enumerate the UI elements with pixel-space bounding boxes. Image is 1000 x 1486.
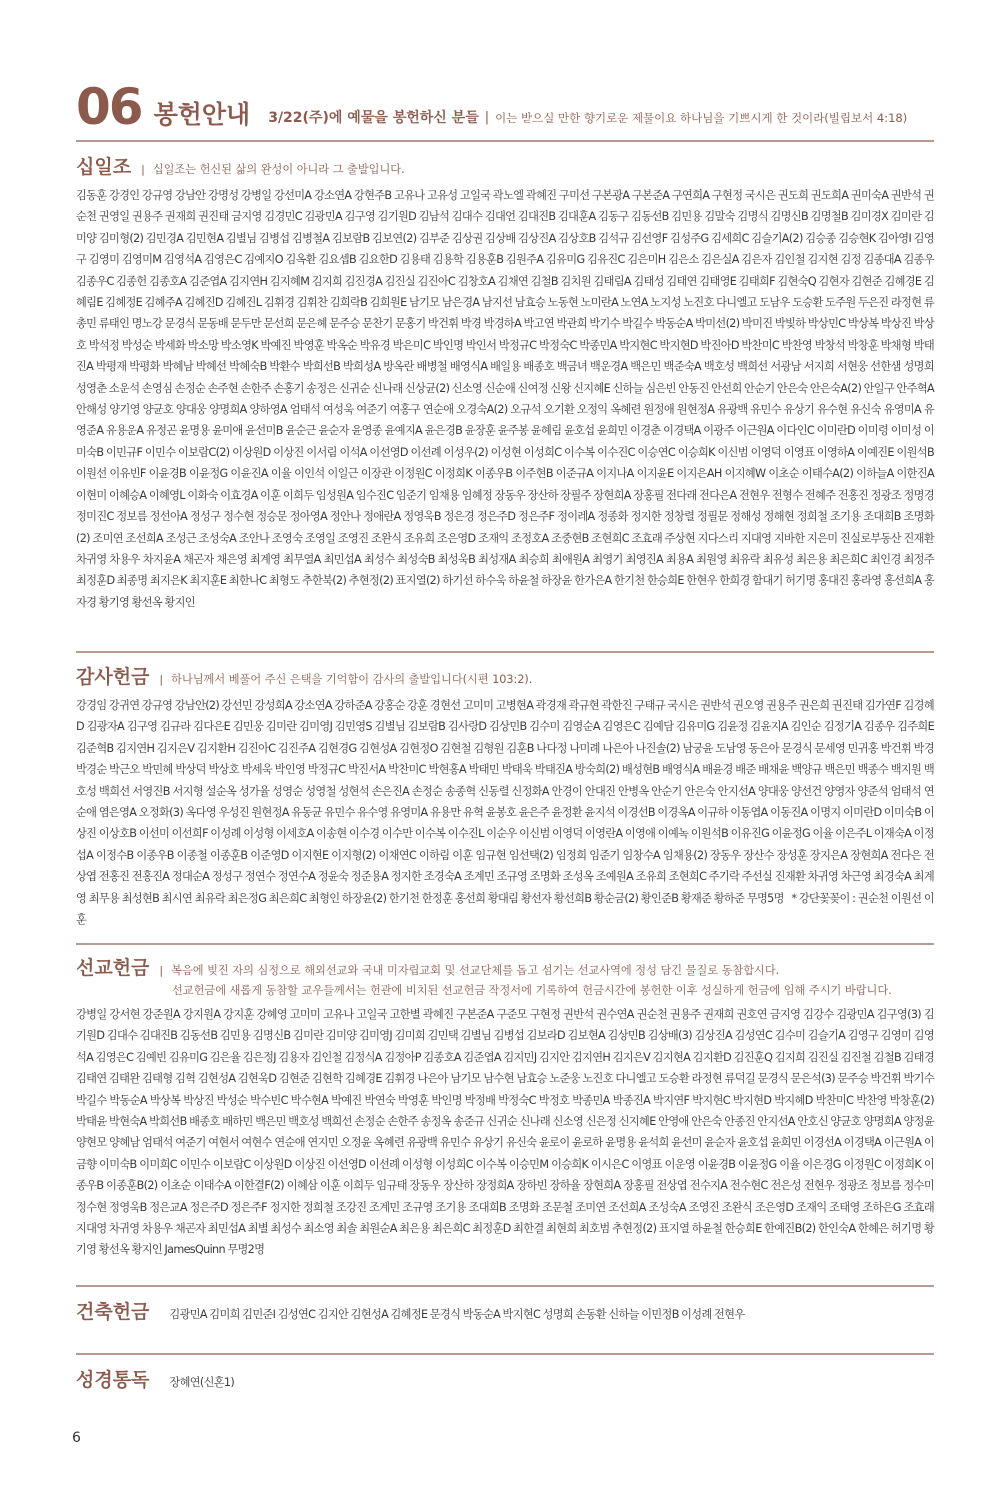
thanks-section [76,662,934,930]
page-title: 봉헌안내 [153,100,251,129]
bible-reading-names: 장혜연(신혼1) [169,1376,235,1389]
thanks-heading [76,662,934,689]
bible-reading-section [76,1365,934,1393]
bible-reading-title: 성경통독 [76,1369,150,1391]
tithe-names: 김동훈 강경인 강규영 강남안 강명성 강병일 강선미A 강소연A 강현주B 고유나 고유성 고일국 곽노엘 곽혜진 구미선 구본광A 구본준A 구연희A 구현정 국시은 권도희 권도희A 권미숙A 권반석 권순천 권영일 권용주 권재희 권진태 금지영 김경민C 김광민A 김구영 김기원D 김남석 김대수 김대언 김대진B 김대훈A 김동구 김동선B 김민용 김말숙 김명식 김명신B 김명철B 김미경X 김미란 김미양 김미형(2) 김민경A 김민현A 김별님 김병섭 김병철A 김보람B 김보연(2) 김부준 김상권 김상배 김상진A 김상호B 김석규 김선영F 김성주G 김세희C 김슬기A(2) 김승종 김승현K 김아영I 김영구 김영미 김영미M 김영석A 김영은C 김예지O 김옥환 김요셉B 김요한D 김용태 김용학 김용훈B 김원주A 김유미G 김유진C 김은미H 김은소 김은실A 김은자 김인철 김지현 김정 김종대A 김종우 김종우C 김종헌 김종호A 김준엽A 김지연H 김지혜M 김지희 김진경A 김진실 김진아C 김창호A 김채연 김철B 김치원 김태림A 김태성 김태연 김태영E 김태희F 김현숙Q 김현자 김현준 김혜경E 김혜림E 김혜정E 김혜주A 김혜진D 김혜진L 김휘경 김휘찬 김희락B 김희원E 남기모 남은경A 남지선 남효승 노동현 노미란A 노연A 노지성 노진호 다니엘고 도남우 도승환 도주원 두은진 라정현 류총민 류태인 명노강 문경식 문동배 문두만 문선희 문은혜 문주승 문찬기 문홍기 박건휘 박경 박경하A 박고연 박관희 박기수 박길수 박동순A 박미선(2) 박미진 박빛하 박상민C 박상복 박상진 박상호 박석정 박성순 박세화 박소망 박소영K 박예진 박영훈 박옥순 박유경 박은미C 박인명 박인서 박정규C 박정숙C 박종민A 박지현C 박지현D 박진아D 박찬미C 박찬영 박창석 박창훈 박채형 박태진A 박평재 박평화 박혜남 박혜선 박혜숙B 박환수 박희선B 박희성A 방옥란 배병철 배영식A 배일용 배종호 백금녀 백운경A 백은민 백준숙A 백호성 백희선 서광남 서지희 서현웅 선한샘 성명희 성영춘 소운석 손영심 손정순 손주현 손한주 손홍기 송정은 신귀순 신나래 신상균(2) 신소영 신순애 신여정 신왕 신지혜E 신하늘 심은빈 안동진 안선희 안순기 안은숙 안은숙A(2) 안일구 안주혁A 안해성 양기영 양균호 양대웅 양명희A 양하영A 엄태석 여성욱 여준기 여홍구 연순애 오경숙A(2) 오규석 오기환 오정익 옥혜련 원정애 원현정A 유광백 유민수 유상기 유수현 유신숙 유영미A 유영준A 유용운A 유정곤 윤명용 윤미애 윤선미B 윤순근 윤순자 윤영종 윤예지A 윤은경B 윤장훈 윤주봉 윤혜림 윤호섭 윤희민 이경춘 이경택A 이광주 이근원A 이다인C 이미란D 이미령 이미성 이미숙B 이민규F 이민수 이보람C(2) 이상원D 이상진 이서림 이석A 이선영D 이선례 이성우(2) 이성현 이성희C 이수복 이수진C 이승연C 이승희K 이신범 이영덕 이영표 이영하A 이예진E 이원석B 이원선 이유빈F 이윤경B 이윤정G 이윤진A 이율 이인석 이일근 이장관 이정원C 이정희K 이종우B 이주현B 이준규A 이지나A 이지윤E 이지은AH 이지혜W 이초순 이태수A(2) 이하늘A 이한진A 이현미 이혜승A 이혜영L 이화숙 이효경A 이훈 이희두 임성원A 임수진C 임준기 임채용 임혜정 장동우 장산하 장필주 장현희A 장홍필 전다래 전다은A 전현우 전형수 전혜주 전홍진 정광조 정명경 정미진C 정보름 정선아A 정성구 정수현 정승문 정아영A 정안나 정애란A 정영욱B 정은경 정은주D 정은주F 정이레A 정종화 정지한 정창렬 정필문 정해성 정해현 정희철 조기용 조대희B 조명화(2) 조미연 조선희A 조성근 조성숙A 조안나 조영숙 조영일 조영진 조완식 조유희 조은영D 조재익 조정호A 조중현B 조현희C 조효래 주상현 지다스리 지대영 지바한 지은미 진실로부동산 진재환 차귀영 차용우 차지윤A 채곤자 채은영 최계영 최무열A 최민섭A 최성수 최성숙B 최성욱B 최성재A 최승희 최애원A 최영기 최영진A 최용A 최원영 최유락 최유성 최은용 최은희C 최인경 최정주 최정훈D 최종명 최지은K 최지훈E 최한나C 최형도 추한북(2) 추현정(2) 표지열(2) 하기선 하수욱 하윤철 하장윤 한가은A 한기천 한승희E 한현우 한희경 함대기 허기명 홍대진 홍라영 홍선희A 홍자경 황기영 황선옥 황지인 [76,189,934,609]
header-verse: 이는 받으실 만한 향기로운 제물이요 하나님을 기쁘시게 한 것이라(빌립보서 4:18) [495,111,908,125]
altar-flowers-note: * 강단꽃꽂이 : 권순천 이원선 이훈 [76,891,935,927]
thanks-name-list: 강경임 강귀연 강규영 강남안(2) 강선민 강성희A 강소연A 강하준A 강홍순 강훈 경현선 고미미 고병현A 곽경재 곽규현 곽한진 구태규 국시은 권반석 권오영 권용주 권은희 권진태 김가연F 김경혜D 김광자A 김구영 김규라 김다은E 김민웅 김미란 김미영J 김민영S 김별님 김보람B 김사랑D 김상민B 김수미 김영순A 김영은C 김예담 김유미G 김윤정 김윤지A 김인순 김정기A 김종우 김주희E 김준혁B 김지연H 김지은V 김지환H 김진아C 김진주A 김현경G 김현성A 김현정O 김현철 김형원 김훈B 나다정 나미례 나은아 나진솔(2) 남궁윤 도남영 동은아 문경식 문세영 민귀홍 박건휘 박경 박경순 박근오 박민혜 박상덕 박상호 박세욱 박인영 박정규C 박진서A 박찬미C 박현홍A 박태민 박태욱 박태진A 방숙희(2) 배성현B 배영식A 배윤경 배준 배채윤 백양규 백은민 백종수 백지원 백호성 백희선 서영진B 서지형 설순옥 성가율 성영순 성영철 성현석 손은진A 손정순 송종혁 신동렬 신정화A 안경이 안대진 안병옥 안순기 안은숙 안지선A 양대웅 양선건 양영자 양준석 엄태석 연순애 염은영A 오정화(3) 옥다영 우성진 원현정A 유동균 유민수 유수영 유영미A 유용만 유혁 윤봉호 윤은주 윤정환 윤지석 이경선B 이경옥A 이규하 이동엽A 이동진A 이명지 이미란D 이미숙B 이상진 이상호B 이선미 이선희F 이성례 이성형 이세호A 이송현 이수경 이수만 이수복 이수진L 이순우 이신범 이영덕 이영란A 이영애 이예녹 이원석B 이유진G 이윤정G 이율 이은주L 이재숙A 이정섭A 이정수B 이종우B 이종철 이종훈B 이준영D 이지현E 이지형(2) 이채연C 이하림 이훈 임규현 임선택(2) 임정희 임준기 임창수A 임채용(2) 장동우 장산수 장성훈 장지은A 장현희A 전다은 전상엽 전홍진 전홍진A 정대순A 정성구 정연수 정연수A 정윤숙 정준용A 정지한 조경숙A 조계민 조규영 조명화 조성옥 조예원A 조유희 조현희C 주기락 주선실 진재환 차귀영 차근영 최경숙A 최계영 최무용 최성현B 최시연 최유락 최은정G 최은희C 최형인 하장윤(2) 한기천 한정훈 홍선희 황대림 황선자 황선희B 황순금(2) 황인준B 황재준 황하준 무명5명 [76,699,934,905]
section-divider [76,943,934,945]
building-names: 김광민A 김미희 김민준I 김성연C 김지안 김현성A 김혜정E 문경식 박동순A 박지현C 성명희 손동환 신하늘 이민정B 이성례 전현우 [169,1308,745,1321]
mission-section [76,953,934,1261]
mission-description: 복음에 빚진 자의 심정으로 해외선교와 국내 미자립교회 및 선교단체를 돕고 섬기는 선교사역에 정성 담긴 물질로 동참합시다. [171,964,780,977]
tithe-description: 십일조는 헌신된 삶의 완성이 아니라 그 출발입니다. [152,163,405,176]
tithe-section [76,152,934,613]
building-title: 건축헌금 [76,1301,150,1323]
section-divider [76,651,934,653]
section-divider [76,1353,934,1355]
mission-names: 강병일 강서현 강준원A 강지원A 강지훈 강혜영 고미미 고유나 고일국 고한별 곽혜진 구본준A 구준모 구현정 권반석 권수연A 권순천 권용주 권재희 권호연 금지영 김강수 김광민A 김구영(3) 김기원D 김대수 김대진B 김동선B 김민용 김명신B 김미란 김미양 김미영J 김미희 김민택 김별님 김병섭 김보라D 김보현A 김상민B 김상배(3) 김상진A 김성연C 김수미 김슬기A 김영구 김영미 김영석A 김영은C 김예빈 김유미G 김은율 김은정J 김용자 김인철 김정식A 김정아P 김종호A 김준엽A 김지민J 김지안 김지연H 김지은V 김지현A 김지환D 김진훈Q 김지희 김진실 김진철 김철B 김태경 김태연 김태완 김태형 김혁 김현성A 김현욱D 김현준 김현학 김혜경E 김휘경 나은아 남기모 남수현 남효승 노준웅 노진호 다니엘고 도승환 라정현 류덕길 문경식 문은석(3) 문주승 박건휘 박기수 박길수 박동순A 박상복 박상진 박성순 박수빈C 박수현A 박예진 박연숙 박영훈 박인명 박정배 박정숙C 박정호 박종민A 박종진A 박지연F 박지현C 박지현D 박지혜D 박찬미C 박찬영 박창훈(2) 박태윤 박현숙A 박희선B 배종호 배하민 백은민 백호성 백희선 손정순 손한주 송정옥 송준규 신귀순 신나래 신소영 신은정 신지혜E 안영애 안은숙 안종진 안지선A 안호신 양균호 양명희A 양정윤 양현모 양혜남 엄태석 여준기 여현서 여현수 연순애 연지민 오정윤 옥혜련 유광백 유민수 유상기 유신숙 윤로이 윤로하 윤명용 윤석희 윤선미 윤순자 윤호섭 윤희민 이경선A 이경택A 이근원A 이금향 이미숙B 이미희C 이민수 이보람C 이상원D 이상진 이선영D 이선례 이성형 이성희C 이수복 이승민M 이승희K 이시은C 이영표 이운영 이윤경B 이윤정G 이율 이은경G 이정원C 이정희K 이종우B 이종훈B(2) 이초순 이태수A 이한결F(2) 이혜삼 이훈 이희두 임규태 장동우 장산하 장정희A 장하빈 장하율 장현희A 장홍필 전상엽 전수지A 전수현C 전은성 전현우 정광조 정보름 정수미 정수현 정영욱B 정은교A 정은주D 정은주F 정지한 정희철 조강진 조계민 조규영 조기용 조대희B 조명화 조문철 조미연 조선희A 조성숙A 조영진 조완식 조은영D 조재익 조태영 조하은G 조효래 지대영 차귀영 차용우 채곤자 최민섭A 최별 최성수 최소영 최솔 최원순A 최은용 최은희C 최정훈D 최한결 최현희 최호범 추현정(2) 표지열 하윤철 한승희E 한예진B(2) 한인숙A 한혜은 허기명 황기영 황선옥 황지인 JamesQuinn 무명2명 [76,1008,934,1257]
page-number: 6 [72,1430,81,1446]
section-number: 06 [76,78,142,136]
mission-heading [76,953,934,980]
separator: | [159,673,164,686]
separator: | [159,964,164,977]
mission-title: 선교헌금 [76,957,150,979]
separator: | [141,163,145,176]
building-section [76,1297,934,1325]
thanks-names [76,695,934,930]
tithe-heading [76,152,934,179]
thanks-title: 감사헌금 [76,666,150,688]
section-divider [76,1285,934,1287]
page-header [76,72,936,136]
tithe-title: 십일조 [76,156,132,178]
thanks-description: 하나님께서 베풀어 주신 은택을 기억함이 감사의 출발입니다(시편 103:2). [171,673,533,686]
header-divider [76,140,934,142]
offering-date: 3/22(주)에 예물을 봉헌하신 분들 [268,110,479,126]
mission-description-2: 선교헌금에 새롭게 동참할 교우들께서는 헌관에 비치된 선교헌금 작정서에 기록하여 헌금시간에 봉헌한 이후 성실하게 헌금에 임해 주시기 바랍니다. [172,984,892,997]
separator: | [484,110,490,125]
